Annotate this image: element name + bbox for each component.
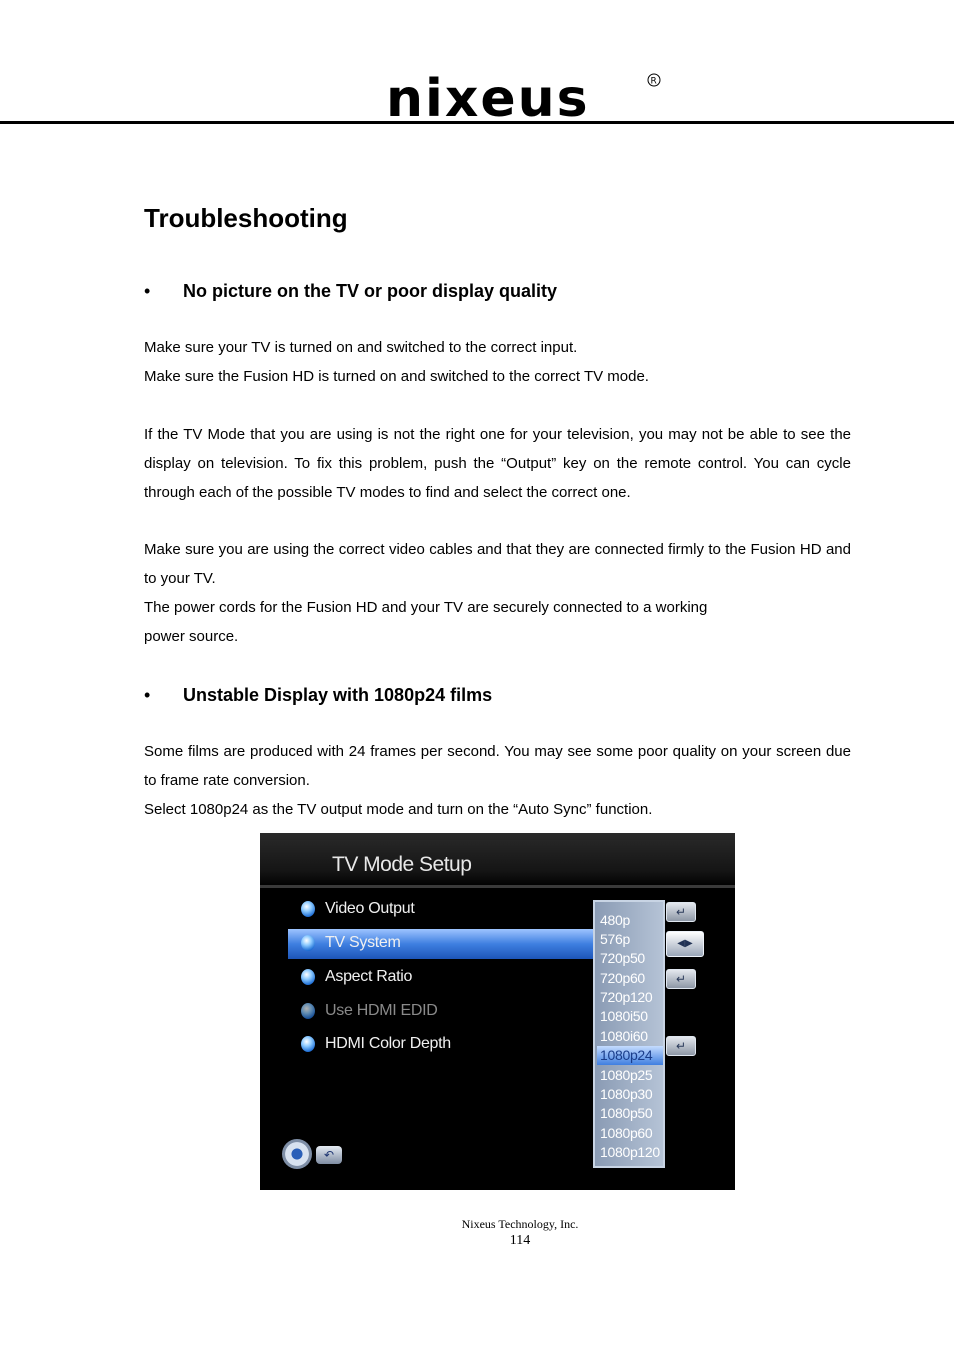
return-icon: ↵ bbox=[666, 1036, 696, 1056]
page-number-text: 114 bbox=[509, 1233, 531, 1248]
orb-icon bbox=[301, 1003, 315, 1019]
bullet-icon: • bbox=[144, 685, 151, 705]
nixeus-logo bbox=[384, 70, 664, 120]
menu-item-label: TV System bbox=[325, 934, 401, 951]
text-line: The power cords for the Fusion HD and your TV are securely connected to a working bbox=[144, 599, 708, 616]
menu-item-label: HDMI Color Depth bbox=[325, 1035, 451, 1052]
section-heading-text: Unstable Display with 1080p24 films bbox=[183, 685, 493, 705]
dropdown-option: 720p60 bbox=[600, 970, 645, 986]
screen-title: TV Mode Setup bbox=[332, 853, 472, 876]
menu-item-label: Video Output bbox=[325, 900, 415, 917]
paragraph-frame-rate: Some films are produced with 24 frames per second. You may see some poor quality on your screen due to frame rate conversion. bbox=[144, 743, 851, 789]
screen-title-divider bbox=[260, 885, 735, 888]
return-icon: ↵ bbox=[666, 969, 696, 989]
dropdown-option: 720p50 bbox=[600, 950, 645, 966]
dropdown-option: 480p bbox=[600, 912, 630, 928]
section-heading-text: No picture on the TV or poor display quality bbox=[183, 281, 558, 301]
dropdown-option: 1080p120 bbox=[600, 1144, 660, 1160]
dropdown-option: 1080i60 bbox=[600, 1028, 648, 1044]
orb-icon bbox=[301, 969, 315, 985]
orb-icon bbox=[301, 935, 315, 951]
orb-icon bbox=[301, 1036, 315, 1052]
text-line: Make sure the Fusion HD is turned on and switched to the correct TV mode. bbox=[144, 368, 649, 385]
dropdown-option: 1080p25 bbox=[600, 1067, 653, 1083]
page-number bbox=[0, 1233, 954, 1249]
tv-system-dropdown bbox=[593, 900, 665, 1168]
footer-company-text: Nixeus Technology, Inc. bbox=[461, 1217, 579, 1231]
left-right-arrows-icon: ◀▶ bbox=[666, 931, 704, 957]
svg-text:nixeus: nixeus bbox=[386, 70, 590, 120]
dropdown-option: 1080p30 bbox=[600, 1086, 653, 1102]
dropdown-option: 1080p50 bbox=[600, 1105, 653, 1121]
dropdown-option: 1080i50 bbox=[600, 1008, 648, 1024]
menu-item-label: Aspect Ratio bbox=[325, 968, 413, 985]
menu-item-label: Use HDMI EDID bbox=[325, 1002, 438, 1019]
dropdown-option: 720p120 bbox=[600, 989, 653, 1005]
text-line: Select 1080p24 as the TV output mode and turn on the “Auto Sync” function. bbox=[144, 801, 653, 818]
svg-text:R: R bbox=[650, 76, 657, 87]
footer-company bbox=[0, 1217, 954, 1232]
bullet-icon: • bbox=[144, 281, 151, 301]
dropdown-option: 1080p60 bbox=[600, 1125, 653, 1141]
dropdown-option: 576p bbox=[600, 931, 630, 947]
paragraph-cables: Make sure you are using the correct video cables and that they are connected firmly to the Fusion HD and to your TV. bbox=[144, 541, 851, 587]
text-line: power source. bbox=[144, 628, 239, 645]
orb-icon bbox=[301, 901, 315, 917]
header-rule bbox=[0, 121, 954, 124]
tv-mode-setup-screenshot bbox=[260, 833, 735, 1190]
text-line: Make sure your TV is turned on and switched to the correct input. bbox=[144, 339, 578, 356]
return-icon: ↵ bbox=[666, 902, 696, 922]
navigation-pad-icon bbox=[282, 1139, 312, 1169]
page-title: Troubleshooting bbox=[144, 203, 348, 233]
paragraph-tv-mode: If the TV Mode that you are using is not the right one for your television, you may not be able to see the display on television. To fix this problem, push the “Output” key on the remote control. You can cycle through each of the possible TV modes to find and select the correct one. bbox=[144, 426, 851, 501]
back-icon: ↶ bbox=[316, 1146, 342, 1164]
dropdown-option-selected: 1080p24 bbox=[597, 1046, 663, 1065]
